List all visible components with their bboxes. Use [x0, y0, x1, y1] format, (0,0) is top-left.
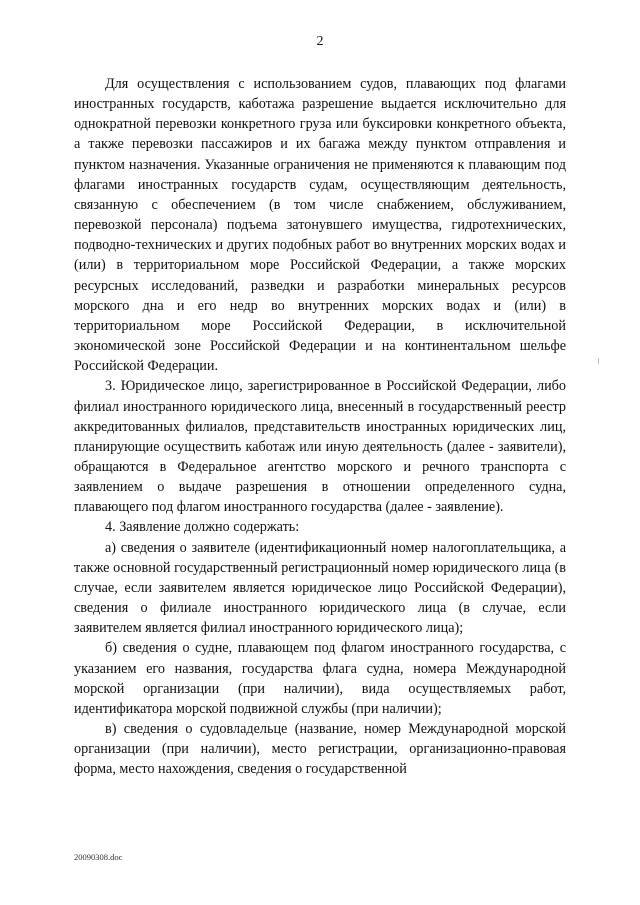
paragraph-cabotage-conditions: Для осуществления с использованием судов, плавающих под флагами иностранных государств, каботажа разрешение выдается исключительно для однократной перевозки конкретного груза или буксировки конкретного объекта, а также перевозки пассажиров и их багажа между пунктом отправления и пунктом назначения. Указанные ограничения не применяются к плавающим под флагами иностранных государств судам, осуществляющим деятельность, связанную с обеспечением (в том числе снабжением, обслуживанием, перевозкой персонала) подъема затонувшего имущества, гидротехнических, подводно-технических и других подобных работ во внутренних морских водах и (или) в территориальном море Российской Федерации, а также морских ресурсных исследований, разведки и разработки минеральных ресурсов морского дна и его недр во внутренних морских водах и (или) в территориальном море Российской Федерации, в исключительной экономической зоне Российской Федерации и на континентальном шельфе Российской Федерации. — [74, 76, 566, 375]
document-body — [74, 74, 566, 779]
footer-filename: 20090308.doc — [74, 852, 123, 862]
paragraph-4a-applicant-info: а) сведения о заявителе (идентификационный номер налогоплательщика, а также основной государственный регистрационный номер юридического лица (в случае, если заявителем является юридическое лицо Российской Федерации), сведения о филиале иностранного юридического лица (в случае, если заявителем является филиал иностранного юридического лица); — [74, 539, 566, 637]
paragraph-4b-vessel-info: б) сведения о судне, плавающем под флагом иностранного государства, с указанием его названия, государства флага судна, номера Международной морской организации (при наличии), вида осуществляемых работ, идентификатора морской подвижной службы (при наличии); — [74, 640, 566, 717]
paragraph-3-applicants: 3. Юридическое лицо, зарегистрированное в Российской Федерации, либо филиал иностранного юридического лица, внесенный в государственный реестр аккредитованных филиалов, представительств иностранных юридических лиц, планирующие осуществить каботаж или иную деятельность (далее - заявители), обращаются в Федеральное агентство морского и речного транспорта с заявлением о выдаче разрешения в отношении определенного судна, плавающего под флагом иностранного государства (далее - заявление). — [74, 378, 566, 516]
paragraph-4v-shipowner-info: в) сведения о судовладельце (название, номер Международной морской организации (при наличии), место регистрации, организационно-правовая форма, место нахождения, сведения о государственной — [74, 721, 566, 778]
page-number: 2 — [316, 34, 324, 49]
paragraph-4-application-contents: 4. Заявление должно содержать: — [105, 519, 300, 536]
scan-edge-mark — [598, 358, 599, 364]
